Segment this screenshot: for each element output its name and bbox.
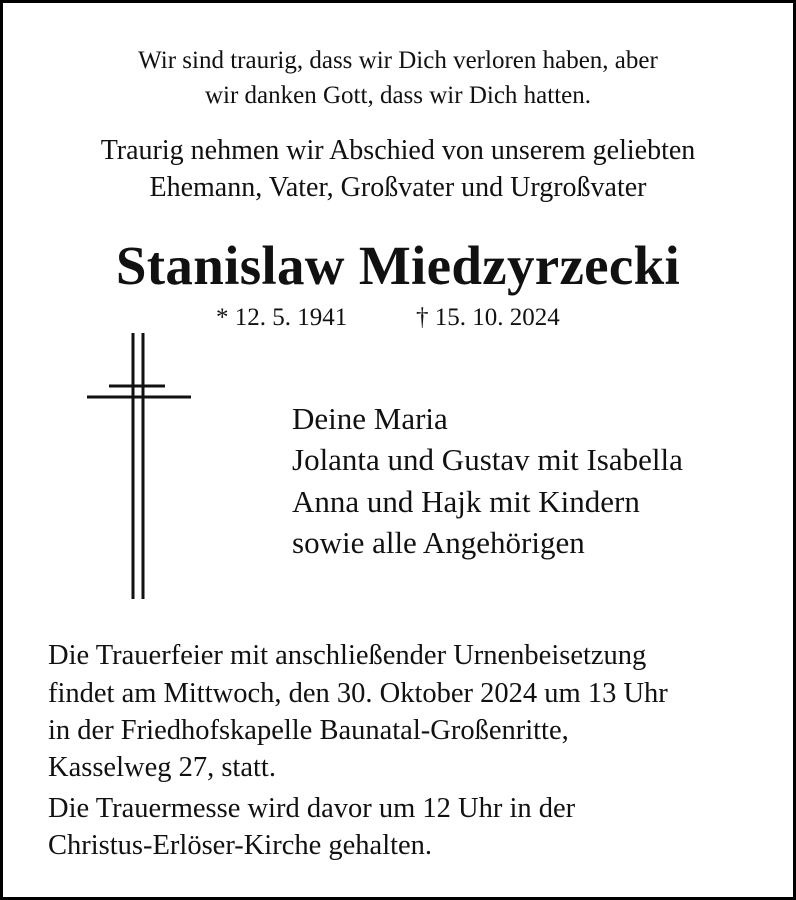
funeral-info-line: findet am Mittwoch, den 30. Oktober 2024 um 13 Uhr [48,678,668,709]
mourner-line: Anna und Hajk mit Kindern [292,484,640,519]
quote-line-2: wir danken Gott, dass wir Dich hatten. [204,82,592,109]
intro-line-2: Ehemann, Vater, Großvater und Urgroßvater [149,172,647,203]
funeral-info-line: in der Friedhofskapelle Baunatal-Großenritte, [48,715,569,746]
funeral-info-line: Die Trauerfeier mit anschließender Urnenbeisetzung [48,640,647,671]
deceased-name: Stanislaw Miedzyrzecki [115,235,681,296]
birth-date: * 12. 5. 1941 [216,304,348,331]
intro-line-1: Traurig nehmen wir Abschied von unserem geliebten [100,135,696,166]
funeral-info-line: Kasselweg 27, statt. [48,752,276,783]
mass-info-line: Christus-Erlöser-Kirche gehalten. [48,830,433,861]
latin-cross-icon [87,333,191,599]
mass-info-line: Die Trauermesse wird davor um 12 Uhr in der [48,793,576,824]
mourner-line: Deine Maria [292,401,448,436]
death-date: † 15. 10. 2024 [416,304,560,331]
mourner-line: sowie alle Angehörigen [292,525,585,560]
quote-line-1: Wir sind traurig, dass wir Dich verloren haben, aber [138,47,658,74]
mourner-line: Jolanta und Gustav mit Isabella [292,442,683,477]
